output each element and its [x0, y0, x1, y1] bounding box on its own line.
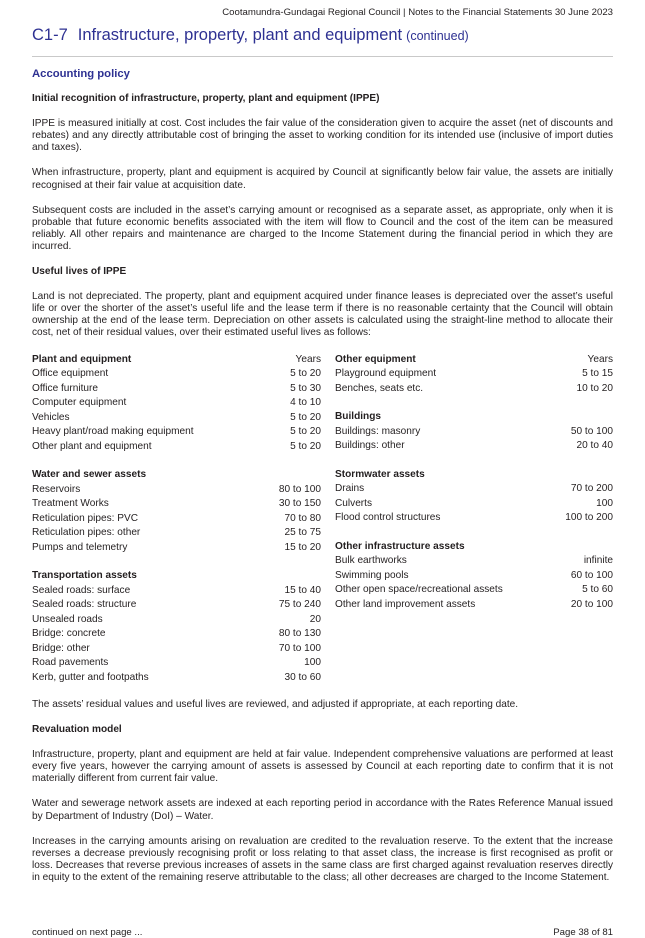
useful-lives-table: [32, 353, 613, 700]
continued-footer: continued on next page ...: [32, 927, 143, 938]
useful-life-row: [32, 440, 321, 455]
useful-life-years: 5 to 20: [290, 440, 321, 452]
asset-label: Culverts: [335, 497, 373, 509]
review-note: The assets’ residual values and useful lives are reviewed, and adjusted if appropriate, at each reporting date.: [32, 699, 519, 710]
page-title: [32, 26, 613, 45]
useful-life-row: [32, 411, 321, 426]
initial-recognition-heading: Initial recognition of infrastructure, property, plant and equipment (IPPE): [32, 93, 380, 105]
useful-life-years: 80 to 130: [278, 628, 321, 639]
asset-label: Office furniture: [32, 382, 99, 394]
useful-life-row: [335, 497, 613, 512]
paragraph: Subsequent costs are included in the asset’s carrying amount or recognised as a separate asset, as appropriate, only when it is probable that future economic benefits associated with the item will flow to Council and the cost of the item can be measured reliably. All other repairs and maintenance are charged to the Income Statement during the financial period in which they are incurred.: [32, 204, 613, 252]
useful-life-row: [32, 512, 321, 527]
asset-class-header: [335, 468, 613, 483]
asset-label: Heavy plant/road making equipment: [32, 426, 194, 437]
asset-class-group: [335, 540, 613, 613]
asset-label: Swimming pools: [335, 569, 409, 581]
continued-label: (continued): [406, 29, 469, 43]
useful-life-years: 15 to 40: [284, 584, 321, 596]
asset-label: Other plant and equipment: [32, 440, 152, 452]
useful-life-row: [335, 598, 613, 613]
accounting-policy-heading: Accounting policy: [32, 68, 130, 80]
asset-class-title: Stormwater assets: [335, 468, 425, 480]
useful-life-years: 100 to 200: [565, 512, 613, 523]
useful-life-row: [32, 613, 321, 628]
useful-life-years: 70 to 100: [278, 642, 321, 654]
asset-class-title: Other equipment: [335, 353, 416, 365]
asset-class-header: [335, 353, 613, 368]
running-header: Cootamundra-Gundagai Regional Council | Notes to the Financial Statements 30 June 2023: [222, 7, 613, 18]
useful-life-years: 70 to 80: [284, 512, 321, 524]
asset-label: Reservoirs: [32, 483, 81, 495]
useful-life-row: [335, 554, 613, 569]
asset-class-group: [335, 353, 613, 397]
asset-class-group: [335, 410, 613, 454]
useful-life-row: [32, 483, 321, 498]
useful-life-row: [335, 583, 613, 598]
useful-life-row: [32, 541, 321, 556]
useful-life-row: [32, 656, 321, 671]
asset-class-group: [335, 468, 613, 526]
useful-life-row: [32, 497, 321, 512]
useful-life-years: infinite: [583, 555, 613, 566]
asset-class-header: [335, 540, 613, 555]
useful-life-row: [32, 671, 321, 686]
asset-label: Buildings: masonry: [335, 425, 421, 437]
useful-life-years: 100: [304, 657, 321, 668]
asset-class-header: [32, 569, 321, 584]
useful-lives-left-column: [32, 353, 321, 700]
useful-life-years: 75 to 240: [278, 599, 321, 610]
years-column-label: Years: [295, 353, 321, 365]
useful-life-years: 100: [596, 497, 613, 509]
useful-life-row: [335, 367, 613, 382]
useful-life-years: 30 to 150: [278, 498, 321, 509]
note-body: [32, 68, 613, 897]
paragraph: IPPE is measured initially at cost. Cost includes the fair value of the consideration given to acquire the asset (net of discounts and rebates) and any directly attributable cost of bringing the asset to working condition for its intended use (inclusive of import duties and taxes).: [32, 118, 613, 154]
useful-life-row: [32, 598, 321, 613]
asset-label: Sealed roads: surface: [32, 584, 131, 596]
useful-life-row: [335, 382, 613, 397]
asset-class-title: Water and sewer assets: [32, 469, 147, 480]
asset-label: Bulk earthworks: [335, 555, 407, 566]
useful-life-years: 5 to 30: [290, 382, 321, 394]
asset-class-group: [32, 353, 321, 455]
asset-label: Reticulation pipes: PVC: [32, 512, 139, 524]
revaluation-heading: Revaluation model: [32, 724, 122, 736]
useful-life-years: 70 to 200: [570, 483, 613, 494]
useful-life-row: [335, 569, 613, 584]
asset-label: Computer equipment: [32, 397, 127, 408]
useful-life-row: [335, 425, 613, 440]
asset-label: Unsealed roads: [32, 613, 103, 625]
useful-life-row: [335, 439, 613, 454]
asset-label: Kerb, gutter and footpaths: [32, 671, 149, 683]
useful-life-years: 80 to 100: [278, 483, 321, 495]
useful-life-row: [32, 425, 321, 440]
useful-life-years: 25 to 75: [284, 527, 321, 538]
asset-class-header: [32, 468, 321, 483]
paragraph: When infrastructure, property, plant and equipment is acquired by Council at significantly below fair value, the assets are initially recognised at their fair value at acquisition date.: [32, 167, 613, 191]
useful-life-years: 5 to 60: [582, 584, 613, 595]
asset-class-group: [32, 569, 321, 685]
useful-life-row: [335, 482, 613, 497]
useful-life-row: [32, 627, 321, 642]
useful-life-years: 4 to 10: [290, 397, 321, 408]
paragraph: Land is not depreciated. The property, plant and equipment acquired under finance leases is depreciated over the asset’s useful life or over the shorter of the asset’s useful life and the lease term if there is no reasonable certainty that the Council will obtain ownership at the end of the lease term. Depreciation on other assets is calculated using the straight-line method to allocate their cost, net of their residual values, over their estimated useful lives as follows:: [32, 291, 613, 339]
page-number: Page 38 of 81: [553, 927, 613, 938]
useful-life-row: [32, 584, 321, 599]
useful-life-years: 60 to 100: [570, 569, 613, 581]
note-code: C1-7: [32, 26, 68, 44]
paragraph: Water and sewerage network assets are indexed at each reporting period in accordance with the Rates Reference Manual issued by Department of Industry (DoI) – Water.: [32, 798, 613, 822]
useful-life-row: [32, 367, 321, 382]
useful-life-years: 20: [309, 613, 321, 625]
asset-label: Flood control structures: [335, 512, 441, 523]
asset-label: Drains: [335, 483, 365, 494]
asset-label: Bridge: concrete: [32, 628, 106, 639]
asset-class-title: Other infrastructure assets: [335, 540, 465, 552]
useful-life-years: 20 to 100: [570, 598, 613, 610]
asset-class-title: Plant and equipment: [32, 353, 132, 365]
useful-life-years: 50 to 100: [570, 425, 613, 437]
useful-life-row: [32, 396, 321, 411]
paragraph: Increases in the carrying amounts arising on revaluation are credited to the revaluation reserve. To the extent that the increase reverses a decrease previously recognising profit or loss relating to that asset class, the increase is first recognised as profit or loss. Decreases that reverse previous increases of assets in the same class are first charged against revaluation reserves directly in equity to the extent of the remaining reserve attributable to the class; all other decreases are charged to the Income Statement.: [32, 835, 613, 883]
paragraph: Infrastructure, property, plant and equipment are held at fair value. Independent comprehensive valuations are performed at least every five years, however the carrying amount of assets is assessed by Council at each reporting date to confirm that it is not materially different from current fair value.: [32, 749, 613, 785]
asset-label: Bridge: other: [32, 642, 90, 654]
useful-life-years: 15 to 20: [284, 541, 321, 553]
useful-life-years: 5 to 20: [290, 411, 321, 423]
asset-class-header: [335, 410, 613, 425]
useful-life-row: [32, 526, 321, 541]
asset-label: Sealed roads: structure: [32, 599, 137, 610]
asset-class-title: Buildings: [335, 411, 381, 422]
asset-class-title: Transportation assets: [32, 570, 137, 581]
useful-life-row: [335, 511, 613, 526]
useful-life-years: 5 to 20: [290, 426, 321, 437]
asset-label: Pumps and telemetry: [32, 541, 128, 553]
asset-label: Buildings: other: [335, 440, 405, 451]
useful-life-row: [32, 382, 321, 397]
useful-life-row: [32, 642, 321, 657]
asset-label: Other open space/recreational assets: [335, 584, 503, 595]
useful-life-years: 5 to 15: [582, 368, 613, 379]
useful-lives-right-column: [335, 353, 613, 700]
asset-class-group: [32, 468, 321, 555]
years-column-label: Years: [587, 353, 613, 365]
asset-label: Reticulation pipes: other: [32, 527, 141, 538]
asset-label: Office equipment: [32, 368, 109, 379]
useful-life-years: 30 to 60: [284, 671, 321, 683]
asset-label: Treatment Works: [32, 498, 109, 509]
note-title: Infrastructure, property, plant and equipment: [77, 26, 403, 44]
asset-label: Vehicles: [32, 411, 70, 423]
useful-lives-heading: Useful lives of IPPE: [32, 266, 127, 278]
title-divider: [32, 56, 613, 57]
useful-life-years: 5 to 20: [290, 368, 321, 379]
useful-life-years: 20 to 40: [576, 440, 613, 451]
useful-life-years: 10 to 20: [576, 382, 613, 394]
asset-label: Playground equipment: [335, 368, 437, 379]
asset-label: Benches, seats etc.: [335, 382, 424, 394]
asset-label: Road pavements: [32, 657, 109, 668]
asset-class-header: [32, 353, 321, 368]
asset-label: Other land improvement assets: [335, 598, 476, 610]
